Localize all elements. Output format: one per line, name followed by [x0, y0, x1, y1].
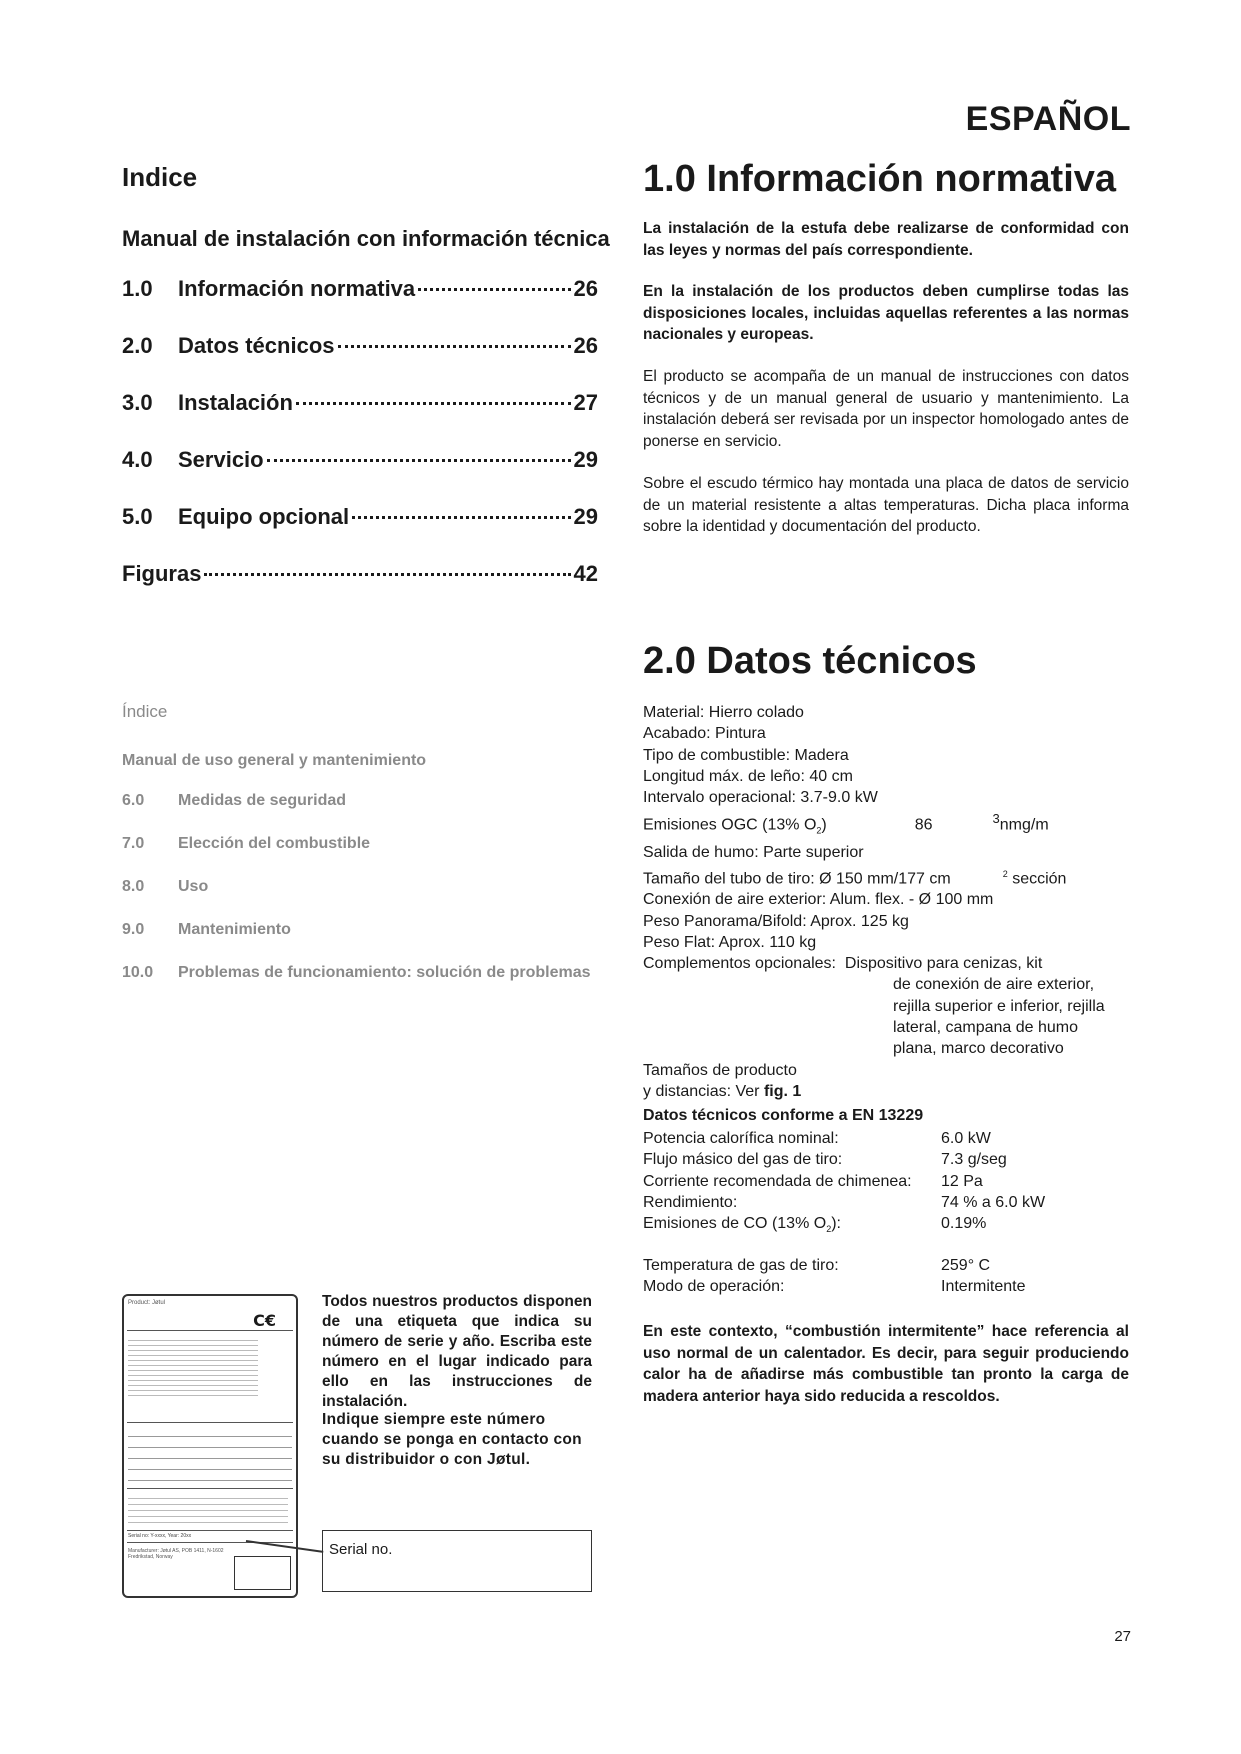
toc-leader-dots: [204, 573, 570, 576]
en-standard-table: [643, 1128, 1045, 1241]
section1-paragraph-3: El producto se acompaña de un manual de instrucciones con datos técnicos y de un manual general de usuario y mantenimiento. La instalación deberá ser revisada por un inspector homologado antes de ponerse en servicio.: [643, 368, 1129, 450]
spec-aire: Conexión de aire exterior: Alum. flex. - Ø 100 mm: [643, 891, 994, 909]
toc-item-label: Instalación: [178, 390, 293, 415]
index2-item-number: 6.0: [122, 792, 145, 809]
toc-item-page: 29: [573, 504, 598, 529]
operation-table: [643, 1255, 1025, 1298]
spec-list: [643, 702, 1143, 1102]
toc-item-number: 1.0: [122, 276, 153, 301]
plate-product: Product: Jøtul: [128, 1300, 166, 1306]
spec-tubo: [643, 864, 1143, 890]
toc-figures-page: 42: [573, 561, 598, 586]
spec-ogc-close: ): [821, 816, 827, 834]
plate-divider: [127, 1330, 293, 1331]
toc-leader-dots: [338, 345, 571, 348]
spec-complementos-line4: lateral, campana de humo: [893, 1019, 1078, 1036]
temp-row-key: Temperatura de gas de tiro:: [643, 1257, 839, 1274]
en-row-value-co: 0.19%: [941, 1215, 987, 1233]
plate-manufacturer: Manufacturer: Jøtul AS, POB 1411, N-1602 Fredrikstad, Norway: [128, 1548, 224, 1560]
index2-item-number: 7.0: [122, 835, 145, 852]
toc-item-label: Información normativa: [178, 276, 416, 301]
spec-ogc-label: Emisiones OGC (13% O: [643, 816, 817, 834]
page-number: 27: [1114, 1628, 1131, 1645]
en-row-key-co: [643, 1213, 941, 1240]
en-row-key: Flujo másico del gas de tiro:: [643, 1151, 843, 1169]
index2-item[interactable]: [122, 964, 622, 1007]
plate-description: Todos nuestros productos disponen de una etiqueta que indica su número de serie y año. Escriba este número en el lugar indicado para ello en las instrucciones de instalación.: [322, 1293, 592, 1410]
plate-divider: [127, 1422, 293, 1423]
toc-leader-dots: [267, 459, 571, 462]
spec-complementos: [643, 953, 1143, 974]
spec-salida: Salida de humo: Parte superior: [643, 844, 864, 862]
serial-number-field[interactable]: [322, 1530, 592, 1592]
toc-item-label: Datos técnicos: [178, 333, 335, 358]
toc-item[interactable]: [122, 447, 598, 504]
table-row: [643, 1276, 1025, 1297]
intermittent-note: En este contexto, “combustión intermitente” hace referencia al uso normal de un calentador. Es decir, para seguir produciendo calor ha de añadirse más combustible tan pronto la carga de madera anterior haya sido reducida a rescoldos.: [643, 1323, 1129, 1405]
toc-item-page: 26: [573, 333, 598, 358]
index2-item[interactable]: [122, 792, 622, 835]
plate-serial-text: Serial no: Y-xxxx, Year: 20xx: [128, 1533, 192, 1539]
index2-item-label: Problemas de funcionamiento: solución de problemas: [178, 964, 591, 981]
toc-figures-label: Figuras: [122, 561, 202, 586]
toc-leader-dots: [352, 516, 570, 519]
index2-item-number: 8.0: [122, 878, 145, 895]
index2-item[interactable]: [122, 835, 622, 878]
language-heading: ESPAÑOL: [965, 100, 1131, 138]
section2-heading: 2.0 Datos técnicos: [643, 640, 977, 682]
index2-title: Índice: [122, 702, 168, 721]
spec-peso-flat: Peso Flat: Aprox. 110 kg: [643, 933, 817, 951]
toc-leader-dots: [296, 402, 571, 405]
en-row-key: Potencia calorífica nominal:: [643, 1130, 839, 1147]
spec-ogc-unit-sup: 3: [992, 811, 1000, 827]
section1-paragraph-4: Sobre el escudo térmico hay montada una placa de datos de servicio de un material resistente a altas temperaturas. Dicha placa informa sobre la identidad y documentación del producto.: [643, 475, 1129, 535]
en-row-key: Corriente recomendada de chimenea:: [643, 1172, 912, 1190]
spec-complementos-line5: plana, marco decorativo: [893, 1040, 1064, 1058]
index2-item[interactable]: [122, 921, 622, 964]
spec-complementos-line3: rejilla superior e inferior, rejilla: [893, 997, 1105, 1015]
spec-acabado: Acabado: Pintura: [643, 725, 766, 743]
serial-number-label: Serial no.: [329, 1541, 393, 1558]
co-label: Emisiones de CO (13% O: [643, 1215, 827, 1233]
index2-item[interactable]: [122, 878, 622, 921]
toc-item-page: 29: [573, 447, 598, 472]
index2-item-label: Uso: [178, 878, 209, 895]
index2-list: [122, 792, 622, 1007]
spec-tamanos-text: y distancias: Ver: [643, 1082, 764, 1100]
index2-item-number: 9.0: [122, 921, 145, 938]
plate-divider: [127, 1488, 293, 1489]
en-row-value: 7.3 g/seg: [941, 1151, 1007, 1169]
plate-approval-grid: [128, 1426, 292, 1486]
spec-ogc-sub: 2: [816, 826, 822, 836]
index2-subtitle: Manual de uso general y mantenimiento: [122, 752, 427, 769]
spec-ogc-unit: nmg/m: [999, 816, 1049, 834]
section1-paragraph-1: La instalación de la estufa debe realizarse de conformidad con las leyes y normas del país correspondiente.: [643, 220, 1129, 259]
ce-mark-icon: C€: [253, 1311, 276, 1330]
spec-tamanos-2: [643, 1081, 1143, 1102]
spec-tamanos-fig: fig. 1: [763, 1082, 802, 1100]
temp-row-value: 259° C: [941, 1257, 991, 1274]
toc-item-label: Servicio: [178, 447, 264, 472]
index2-item-label: Medidas de seguridad: [178, 792, 347, 809]
toc-item-page: 26: [573, 276, 598, 301]
plate-instructions-lines: [128, 1493, 288, 1527]
toc-leader-dots: [418, 288, 570, 291]
en-standard-title: Datos técnicos conforme a EN 13229: [643, 1107, 924, 1124]
spec-material: Material: Hierro colado: [643, 704, 804, 721]
co-label-close: ):: [831, 1215, 841, 1233]
en-row-value: 12 Pa: [941, 1172, 983, 1190]
spec-ogc-value: 86: [914, 816, 933, 834]
spec-ogc: [643, 808, 1143, 842]
table-row: [643, 1171, 1045, 1192]
spec-complementos-line2: de conexión de aire exterior,: [893, 976, 1095, 994]
spec-intervalo: Intervalo operacional: 3.7-9.0 kW: [643, 789, 878, 807]
toc-title: Indice: [122, 162, 198, 192]
plate-divider: [127, 1530, 293, 1531]
index2-item-label: Mantenimiento: [178, 921, 291, 938]
en-row-value: 74 % a 6.0 kW: [941, 1193, 1046, 1211]
index2-item-label: Elección del combustible: [178, 835, 371, 852]
section1-paragraph-2: En la instalación de los productos deben cumplirse todas las disposiciones locales, incluidas aquellas referentes a las normas nacionales y europeas.: [643, 283, 1129, 343]
toc-list: [122, 276, 598, 618]
toc-subtitle: Manual de instalación con información técnica: [122, 226, 610, 251]
plate-spec-lines: [128, 1336, 258, 1398]
index2-item-number: 10.0: [122, 964, 154, 981]
toc-item[interactable]: [122, 504, 598, 561]
data-plate-illustration: [122, 1294, 298, 1598]
section1-heading: 1.0 Información normativa: [643, 158, 1117, 200]
co-sub: 2: [826, 1224, 832, 1235]
table-row: [643, 1128, 1045, 1149]
spec-tubo-text: Tamaño del tubo de tiro: Ø 150 mm/177 cm: [643, 869, 951, 887]
temp-row-key: Modo de operación:: [643, 1278, 785, 1296]
spec-tubo-tail: sección: [1012, 869, 1067, 887]
toc-item-number: 3.0: [122, 390, 153, 415]
table-row: [643, 1192, 1045, 1213]
table-row: [643, 1149, 1045, 1170]
toc-item[interactable]: [122, 333, 598, 390]
en-row-value: 6.0 kW: [941, 1130, 991, 1147]
spec-combustible: Tipo de combustible: Madera: [643, 746, 849, 764]
toc-item-number: 5.0: [122, 504, 153, 529]
table-row: [643, 1255, 1025, 1276]
toc-item-page: 27: [573, 390, 598, 415]
temp-row-value: Intermitente: [941, 1278, 1026, 1296]
toc-item-number: 4.0: [122, 447, 153, 472]
spec-leno: Longitud máx. de leño: 40 cm: [643, 767, 853, 785]
spec-tubo-sup: 2: [1002, 868, 1008, 879]
toc-item[interactable]: [122, 276, 598, 333]
toc-item[interactable]: [122, 390, 598, 447]
spec-complementos-line1: Dispositivo para cenizas, kit: [844, 955, 1043, 973]
en-row-key: Rendimiento:: [643, 1193, 738, 1211]
toc-item-label: Equipo opcional: [178, 504, 350, 529]
toc-figures-item[interactable]: [122, 561, 598, 618]
spec-tamanos-1: Tamaños de producto: [643, 1061, 797, 1079]
plate-contact-note: Indique siempre este número cuando se ponga en contacto con su distribuidor o con Jøtul.: [322, 1411, 582, 1468]
spec-complementos-label: Complementos opcionales:: [643, 955, 836, 973]
spec-peso-panorama: Peso Panorama/Bifold: Aprox. 125 kg: [643, 912, 909, 930]
toc-item-number: 2.0: [122, 333, 153, 358]
plate-serial-box: [234, 1556, 291, 1590]
table-row: [643, 1213, 1045, 1240]
